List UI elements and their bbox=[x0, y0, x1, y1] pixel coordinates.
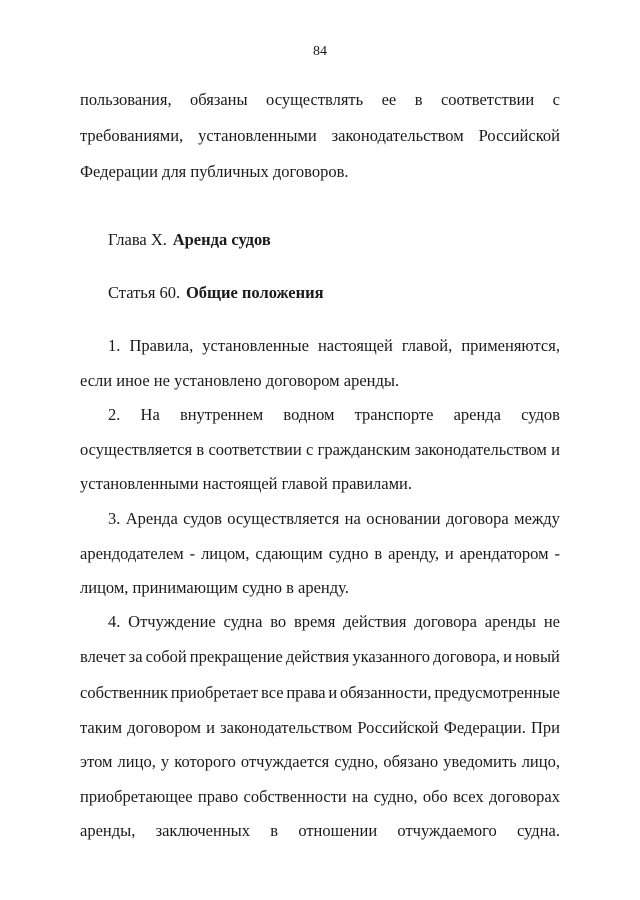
word: 4. bbox=[108, 612, 121, 631]
word: судна. bbox=[516, 821, 560, 840]
word: осуществлять bbox=[266, 90, 364, 109]
word: законодательством bbox=[331, 126, 464, 145]
chapter-heading bbox=[108, 232, 271, 249]
word: применяются, bbox=[461, 336, 560, 355]
word: При bbox=[530, 718, 560, 737]
intro-line-2 bbox=[80, 128, 560, 145]
word: и bbox=[503, 647, 512, 666]
word: установленными bbox=[198, 126, 317, 145]
word: новый bbox=[515, 647, 560, 666]
word: 2. bbox=[108, 405, 121, 424]
word: право bbox=[197, 787, 239, 806]
word: - bbox=[554, 544, 560, 563]
word: у bbox=[160, 752, 170, 771]
paragraph-4-line-6 bbox=[80, 789, 560, 806]
word: Отчуждение bbox=[128, 612, 216, 631]
word: соответствии bbox=[208, 440, 302, 459]
chapter-title: Аренда судов bbox=[172, 230, 271, 249]
paragraph-1-line-2: если иное не установлено договором аренды. bbox=[80, 371, 400, 390]
word: На bbox=[140, 405, 160, 424]
word: обо bbox=[422, 787, 448, 806]
word: - bbox=[189, 544, 196, 563]
word: транспорте bbox=[354, 405, 434, 424]
word: время bbox=[293, 612, 336, 631]
word: с bbox=[552, 90, 560, 109]
word: аренду, bbox=[388, 544, 439, 563]
word: 3. bbox=[108, 509, 121, 528]
word: судов bbox=[521, 405, 560, 424]
word: с bbox=[305, 440, 314, 459]
word: договора, bbox=[433, 647, 501, 666]
word: осуществляется bbox=[227, 509, 340, 528]
word: главой, bbox=[401, 336, 453, 355]
paragraph-3-line-1 bbox=[108, 511, 560, 528]
word: в bbox=[270, 821, 279, 840]
word: собственник bbox=[80, 683, 169, 702]
word: основании bbox=[366, 509, 441, 528]
word: гражданским bbox=[317, 440, 411, 459]
paragraph-4-line-7 bbox=[80, 823, 560, 840]
word: этом bbox=[80, 752, 113, 771]
word: действия bbox=[343, 612, 407, 631]
word: и bbox=[444, 544, 454, 563]
word: установленные bbox=[202, 336, 309, 355]
word: действия bbox=[285, 647, 350, 666]
paragraph-2-line-2 bbox=[80, 442, 560, 459]
word: прекращение bbox=[189, 647, 283, 666]
word: Аренда bbox=[125, 509, 178, 528]
word: лицом, bbox=[201, 544, 250, 563]
word: законодательством bbox=[220, 718, 353, 737]
intro-line-3: Федерации для публичных договоров. bbox=[80, 162, 349, 181]
word: и bbox=[206, 718, 215, 737]
paragraph-4-line-3 bbox=[80, 685, 560, 702]
word: договора bbox=[414, 612, 477, 631]
word: отношении bbox=[298, 821, 378, 840]
word: сдающим bbox=[255, 544, 323, 563]
paragraph-1-line-1 bbox=[108, 338, 560, 355]
word: и bbox=[551, 440, 560, 459]
word: пользования, bbox=[80, 90, 172, 109]
word: Федерации. bbox=[443, 718, 526, 737]
word: всех bbox=[453, 787, 484, 806]
word: все bbox=[261, 683, 284, 702]
word: предусмотренные bbox=[434, 683, 560, 702]
word: влечет bbox=[80, 647, 126, 666]
word: обязаны bbox=[190, 90, 248, 109]
word: судов bbox=[183, 509, 222, 528]
word: ее bbox=[381, 90, 397, 109]
article-heading bbox=[108, 285, 324, 302]
word: лицо, bbox=[117, 752, 156, 771]
word: между bbox=[514, 509, 560, 528]
word: Правила, bbox=[129, 336, 194, 355]
intro-line-1 bbox=[80, 92, 560, 109]
word: настоящей bbox=[317, 336, 393, 355]
word: 1. bbox=[108, 336, 121, 355]
word: обязано bbox=[383, 752, 439, 771]
paragraph-3-line-3: лицом, принимающим судно в аренду. bbox=[80, 578, 349, 597]
word: в bbox=[196, 440, 205, 459]
paragraph-2-line-3: установленными настоящей главой правилами. bbox=[80, 474, 412, 493]
word: собственности bbox=[243, 787, 347, 806]
word: таким bbox=[80, 718, 123, 737]
word: указанного bbox=[352, 647, 431, 666]
page-number: 84 bbox=[313, 44, 327, 59]
word: уведомить bbox=[443, 752, 517, 771]
word: приобретает bbox=[170, 683, 259, 702]
chapter-prefix: Глава X. bbox=[108, 230, 167, 249]
word: во bbox=[270, 612, 287, 631]
word: судно, bbox=[334, 752, 379, 771]
word: водном bbox=[283, 405, 335, 424]
word: соответствии bbox=[440, 90, 535, 109]
word: в bbox=[374, 544, 383, 563]
word: аренды, bbox=[80, 821, 136, 840]
word: законодательством bbox=[414, 440, 547, 459]
word: договором bbox=[127, 718, 201, 737]
paragraph-3-line-2 bbox=[80, 546, 560, 563]
article-prefix: Статья 60. bbox=[108, 283, 181, 302]
word: Российской bbox=[357, 718, 439, 737]
word: за bbox=[128, 647, 143, 666]
word: аренды bbox=[484, 612, 537, 631]
word: права bbox=[286, 683, 326, 702]
word: лицо, bbox=[521, 752, 560, 771]
word: собой bbox=[145, 647, 187, 666]
word: судно bbox=[328, 544, 369, 563]
word: внутреннем bbox=[179, 405, 264, 424]
word: и bbox=[328, 683, 338, 702]
word: отчуждается bbox=[240, 752, 330, 771]
paragraph-4-line-5 bbox=[80, 754, 560, 771]
word: судно, bbox=[373, 787, 418, 806]
word: аренда bbox=[453, 405, 502, 424]
word: отчуждаемого bbox=[397, 821, 497, 840]
word: договорах bbox=[488, 787, 560, 806]
word: заключенных bbox=[155, 821, 251, 840]
paragraph-4-line-1 bbox=[108, 614, 560, 631]
word: на bbox=[352, 787, 369, 806]
word: в bbox=[414, 90, 423, 109]
word: обязанности, bbox=[340, 683, 432, 702]
word: требованиями, bbox=[80, 126, 184, 145]
article-title: Общие положения bbox=[185, 283, 324, 302]
paragraph-4-line-4 bbox=[80, 720, 560, 737]
word: не bbox=[543, 612, 560, 631]
word: Российской bbox=[478, 126, 560, 145]
word: судна bbox=[223, 612, 263, 631]
word: арендодателем bbox=[80, 544, 184, 563]
word: арендатором bbox=[459, 544, 549, 563]
word: осуществляется bbox=[80, 440, 193, 459]
word: приобретающее bbox=[80, 787, 193, 806]
paragraph-2-line-1 bbox=[108, 407, 560, 424]
word: договора bbox=[446, 509, 509, 528]
word: которого bbox=[174, 752, 236, 771]
paragraph-4-line-2 bbox=[80, 649, 560, 666]
word: на bbox=[344, 509, 361, 528]
